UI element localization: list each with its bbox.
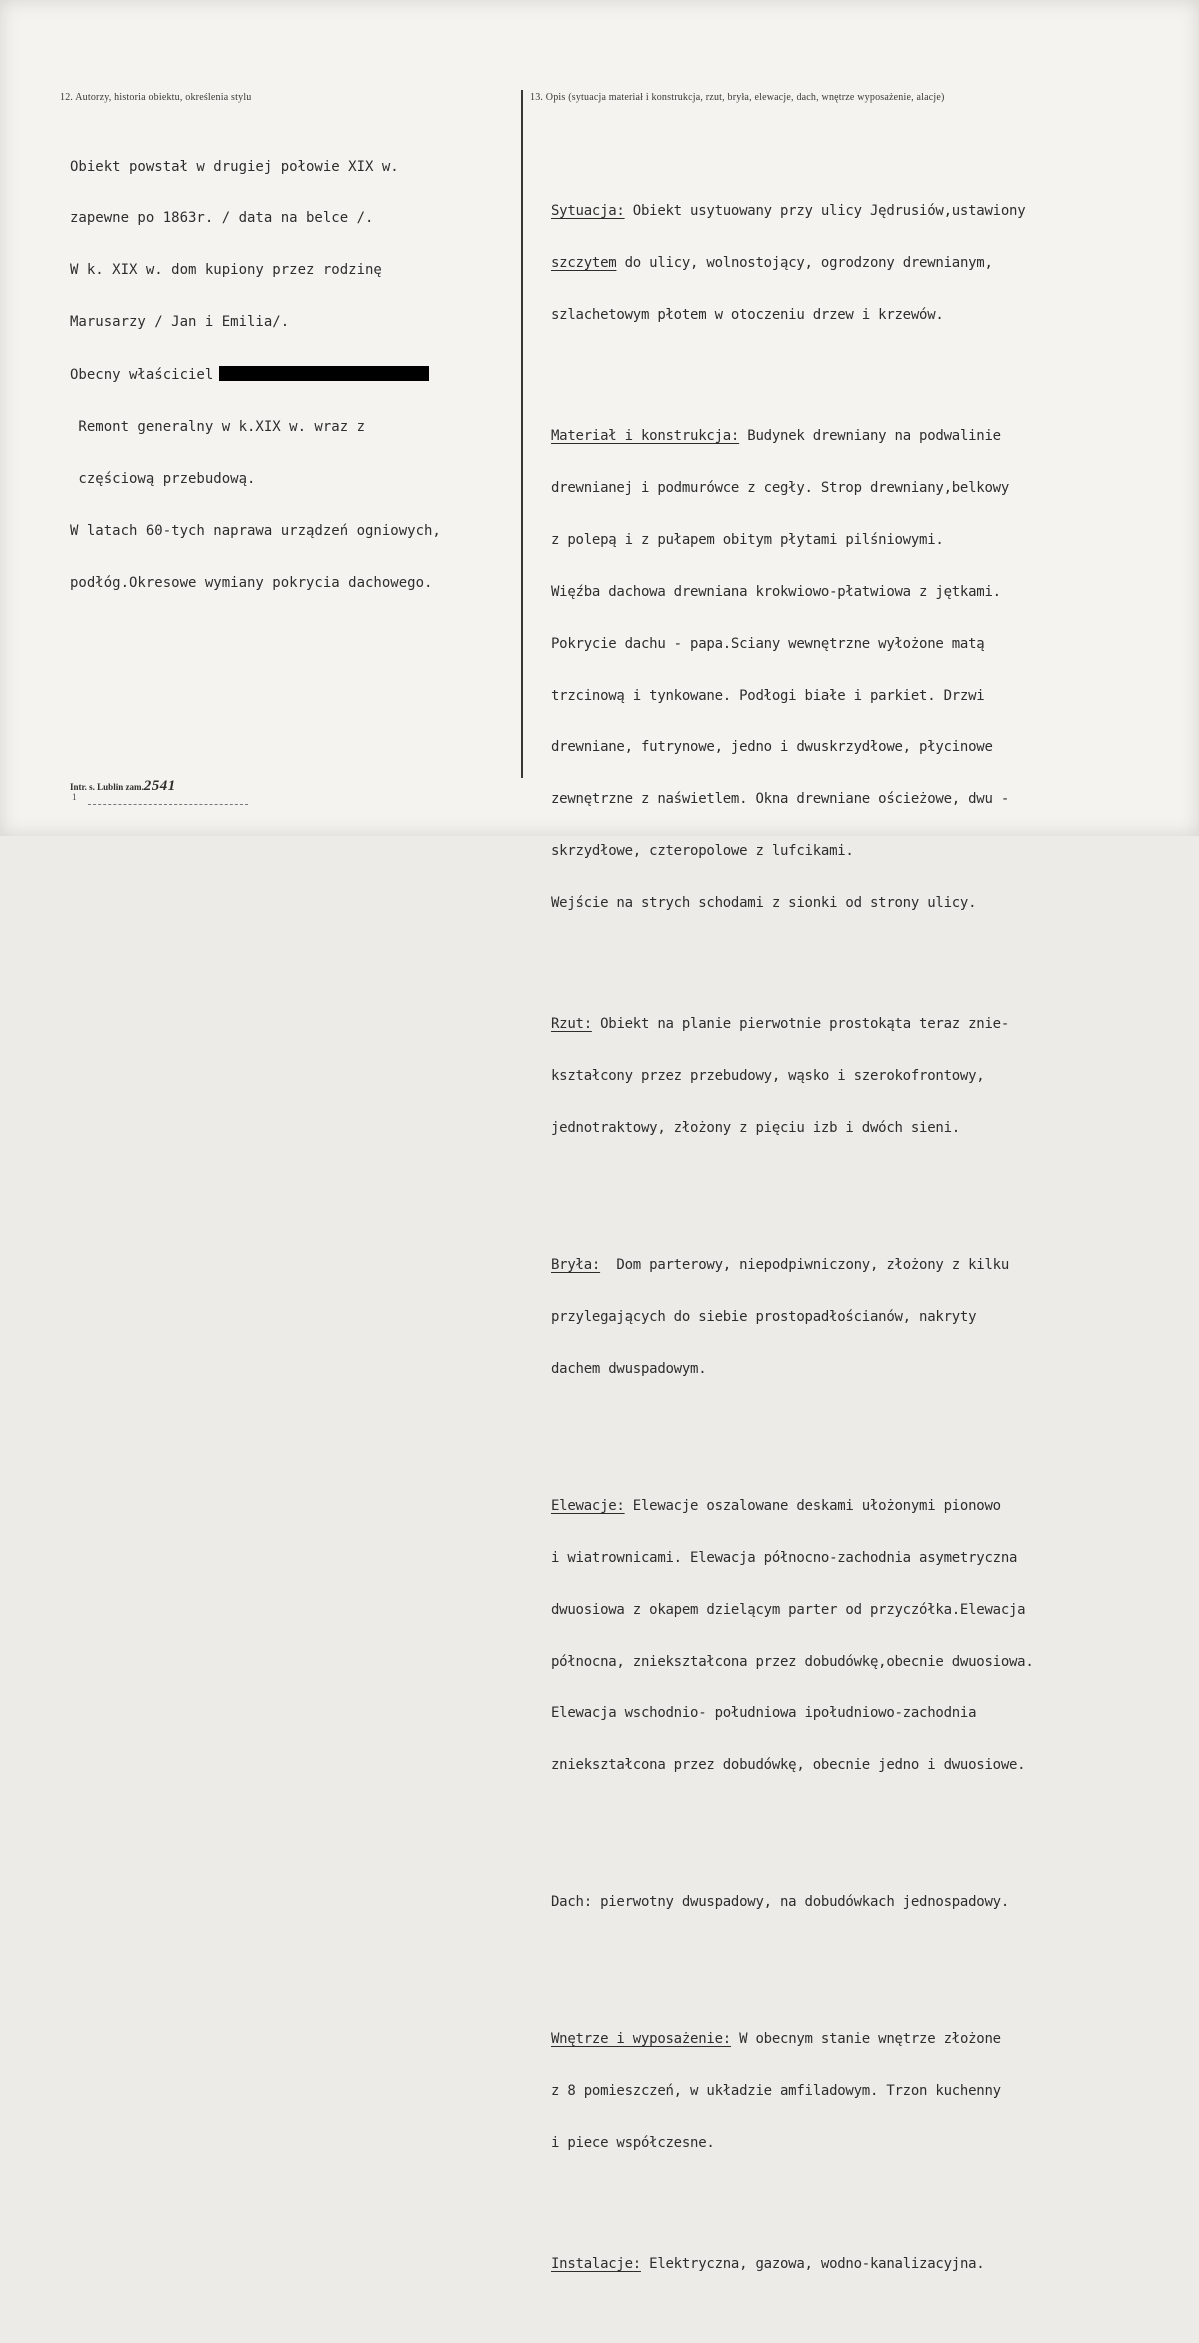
- bryla-section: [551, 1222, 1034, 1412]
- section-13-header: 13. Opis (sytuacja materiał i konstrukcja, rzut, bryła, elewacje, dach, wnętrze wyposażenie, alacje): [530, 92, 945, 103]
- text-line: Dach: pierwotny dwuspadowy, na dobudówkach jednospadowy.: [551, 1894, 1010, 1911]
- text-line: skrzydłowe, czteropolowe z lufcikami.: [551, 843, 854, 860]
- dach-section: [551, 1860, 1034, 1946]
- description-text: [551, 134, 1034, 2343]
- text-line: Elewacja wschodnio- południowa ipołudniowo-zachodnia: [551, 1705, 977, 1722]
- print-stamp: [70, 778, 176, 795]
- text-line: zewnętrzne z naświetlem. Okna drewniane ościeżowe, dwu -: [551, 791, 1010, 808]
- text-line: szlachetowym płotem w otoczeniu drzew i krzewów.: [551, 306, 944, 323]
- text-line: Więźba dachowa drewniana krokwiowo-płatwiowa z jętkami.: [551, 583, 1001, 600]
- text-line: północna, zniekształcona przez dobudówkę,obecnie dwuosiowa.: [551, 1653, 1034, 1670]
- sytuacja-label: Sytuacja:: [551, 203, 625, 220]
- footer-rule: [88, 804, 248, 805]
- rzut-section: [551, 982, 1034, 1172]
- text-line: zapewne po 1863r. / data na belce /.: [70, 210, 374, 227]
- material-section: [551, 393, 1034, 947]
- history-text: [70, 124, 441, 627]
- column-divider: [521, 90, 523, 778]
- text-line: W k. XIX w. dom kupiony przez rodzinę: [70, 262, 382, 279]
- text-line: Bryła: Dom parterowy, niepodpiwniczony, złożony z kilku: [551, 1257, 1010, 1273]
- text-line: Wnętrze i wyposażenie: W obecnym stanie wnętrze złożone: [551, 2031, 1001, 2048]
- text-line: z polepą i z pułapem obitym płytami pilśniowymi.: [551, 531, 944, 548]
- text-line: z 8 pomieszczeń, w układzie amfiladowym. Trzon kuchenny: [551, 2083, 1001, 2100]
- wnetrze-label: Wnętrze i wyposażenie:: [551, 2031, 731, 2048]
- szczytem-word: szczytem: [551, 255, 617, 272]
- section-12-header: 12. Autorzy, historia obiektu, określenia stylu: [60, 92, 252, 103]
- text-line: Wejście na strych schodami z sionki od strony ulicy.: [551, 895, 977, 912]
- text-line: Obiekt powstał w drugiej połowie XIX w.: [70, 158, 399, 175]
- stamp-text: Intr. s. Lublin zam.: [70, 782, 144, 792]
- text-line: dachem dwuspadowym.: [551, 1360, 707, 1377]
- text-line: Materiał i konstrukcja: Budynek drewniany na podwalinie: [551, 428, 1001, 445]
- rzut-label: Rzut:: [551, 1016, 592, 1033]
- text-line: szczytem do ulicy, wolnostojący, ogrodzony drewnianym,: [551, 255, 993, 272]
- text-line: W latach 60-tych naprawa urządzeń ogniowych,: [70, 522, 441, 539]
- text-line: i wiatrownicami. Elewacja północno-zachodnia asymetryczna: [551, 1549, 1018, 1566]
- text-line: Remont generalny w k.XIX w. wraz z: [70, 419, 366, 436]
- owner-line: [70, 366, 441, 384]
- material-label: Materiał i konstrukcja:: [551, 428, 740, 445]
- text-line: zniekształcona przez dobudówkę, obecnie jedno i dwuosiowe.: [551, 1757, 1026, 1774]
- wnetrze-section: [551, 1997, 1034, 2187]
- text-line: Rzut: Obiekt na planie pierwotnie prostokąta teraz znie-: [551, 1016, 1010, 1033]
- text-line: Sytuacja: Obiekt usytuowany przy ulicy Jędrusiów,ustawiony: [551, 203, 1026, 220]
- text-line: drewniane, futrynowe, jedno i dwuskrzydłowe, płycinowe: [551, 739, 993, 756]
- text-line: i piece współczesne.: [551, 2135, 715, 2152]
- bryla-label: Bryła:: [551, 1257, 601, 1273]
- text-line: przylegających do siebie prostopadłościanów, nakryty: [551, 1308, 977, 1325]
- instalacje-section: [551, 2222, 1034, 2308]
- text-line: trzcinową i tynkowane. Podłogi białe i parkiet. Drzwi: [551, 687, 985, 704]
- owner-label: Obecny właściciel: [70, 367, 214, 384]
- order-number: 2541: [143, 778, 176, 794]
- text-line: dwuosiowa z okapem dzielącym parter od przyczółka.Elewacja: [551, 1601, 1026, 1618]
- text-line: częściową przebudową.: [70, 470, 256, 487]
- elewacje-label: Elewacje:: [551, 1497, 625, 1514]
- text-line: jednotraktowy, złożony z pięciu izb i dwóch sieni.: [551, 1119, 960, 1136]
- elewacje-section: [551, 1463, 1034, 1809]
- instalacje-label: Instalacje:: [551, 2256, 641, 2273]
- text-line: Pokrycie dachu - papa.Sciany wewnętrzne wyłożone matą: [551, 635, 985, 652]
- text-line: drewnianej i podmurówce z cegły. Strop drewniany,belkowy: [551, 479, 1010, 496]
- sytuacja-section: [551, 169, 1034, 359]
- text-line: kształcony przez przebudowy, wąsko i szerokofrontowy,: [551, 1068, 985, 1085]
- corner-mark: 1: [72, 792, 77, 802]
- text-line: podłóg.Okresowe wymiany pokrycia dachowego.: [70, 574, 433, 591]
- text-line: Elewacje: Elewacje oszalowane deskami ułożonymi pionowo: [551, 1497, 1001, 1514]
- redaction-block: [219, 366, 429, 381]
- text-line: Instalacje: Elektryczna, gazowa, wodno-kanalizacyjna.: [551, 2256, 985, 2273]
- text-line: Marusarzy / Jan i Emilia/.: [70, 314, 290, 331]
